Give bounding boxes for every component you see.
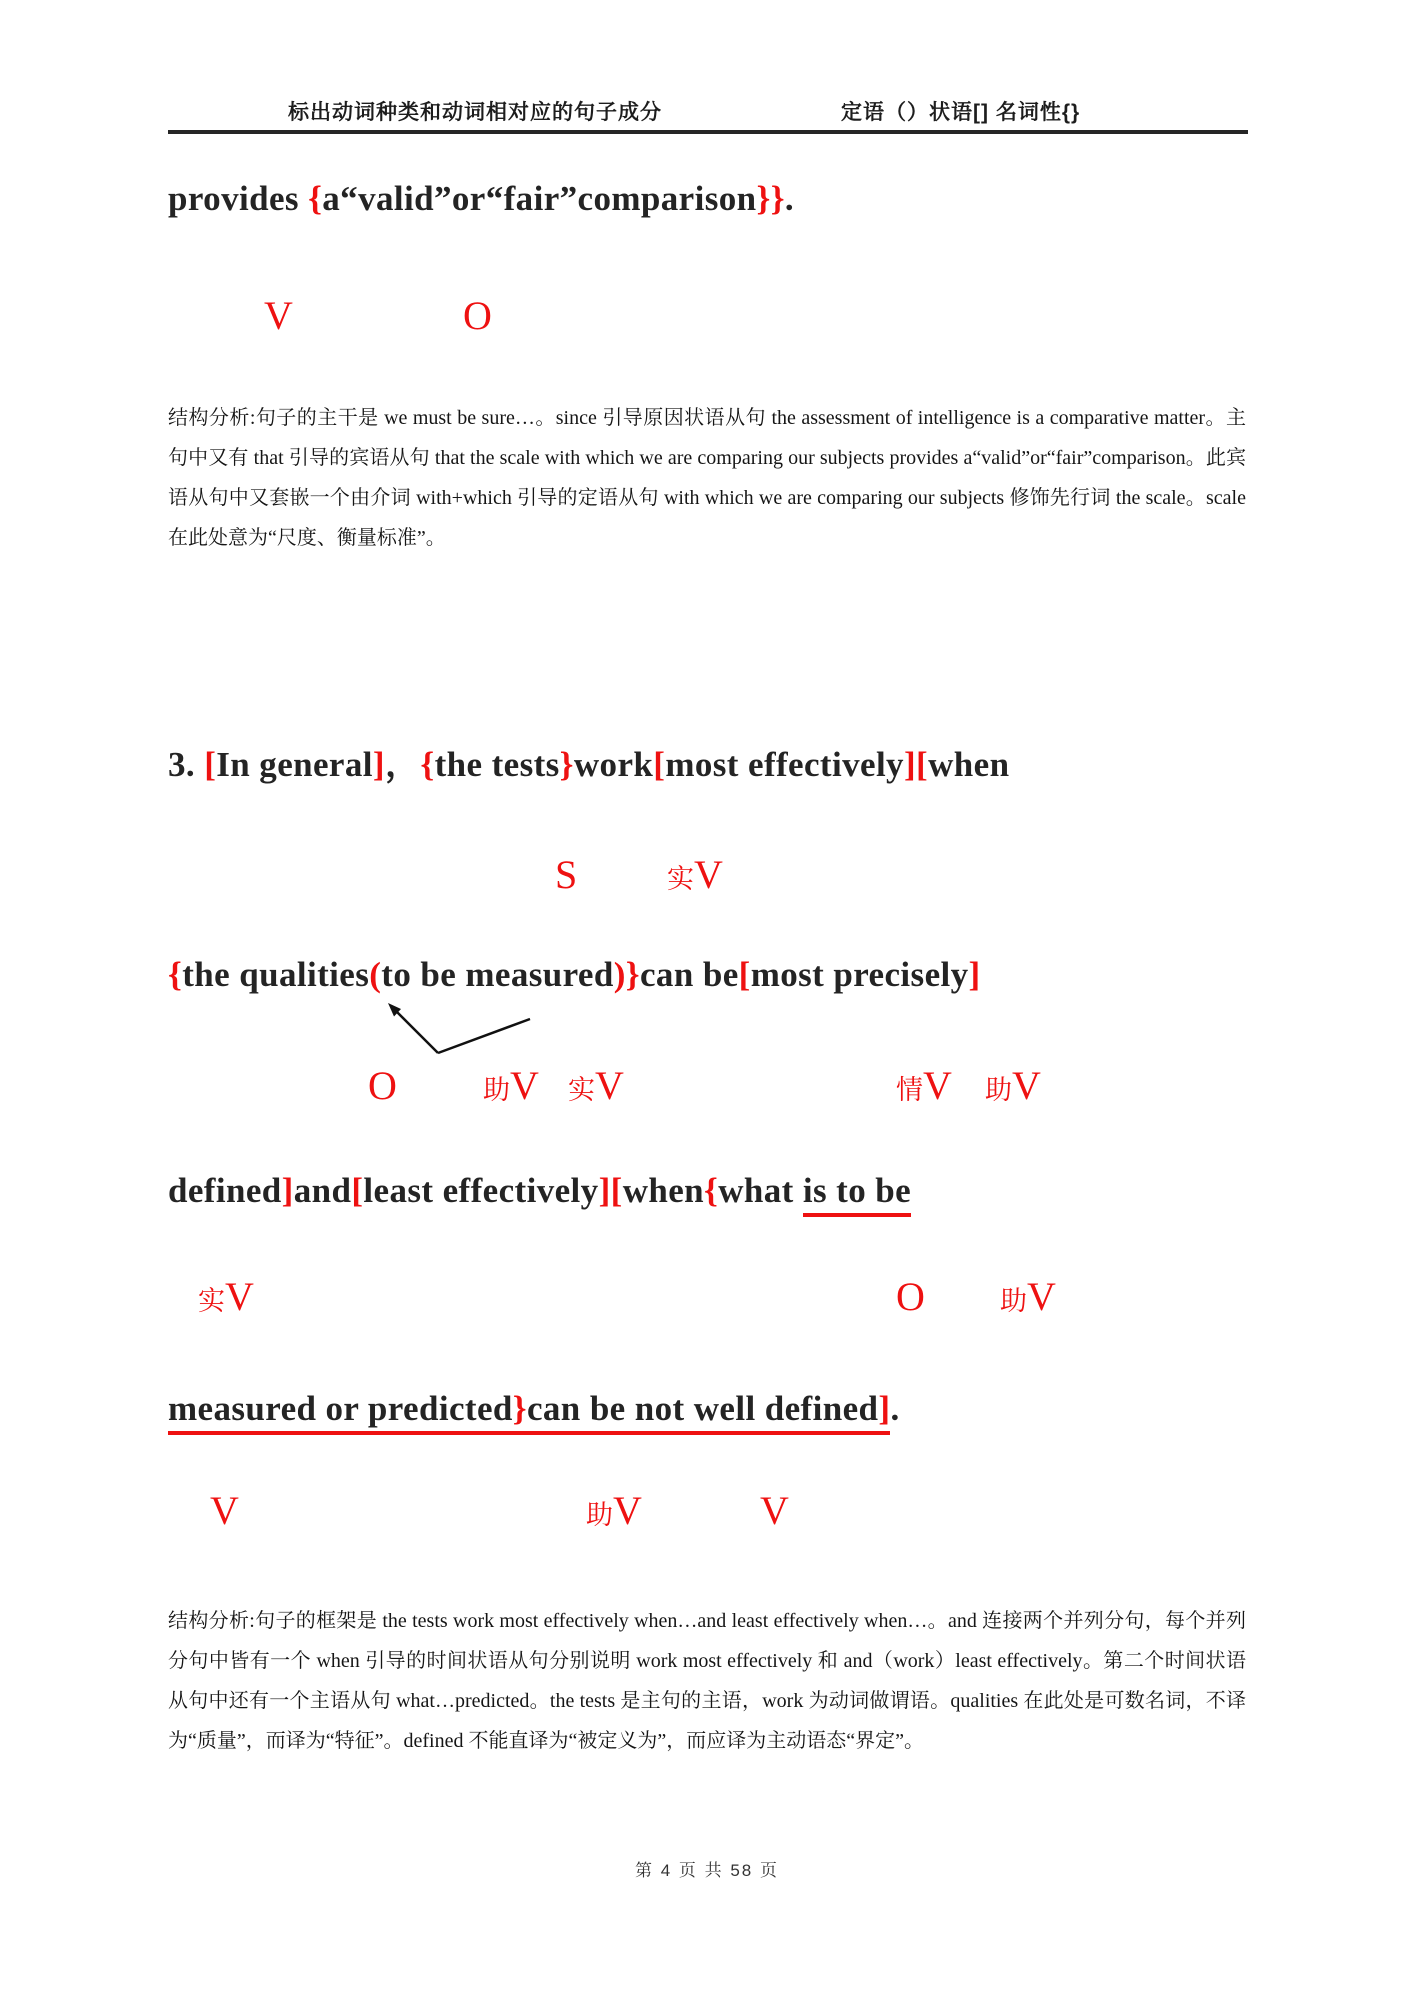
v-char: V	[694, 852, 723, 897]
verb-label: V	[760, 1488, 789, 1533]
text-segment: measured or predicted	[168, 1389, 513, 1435]
text-segment: to be measured	[381, 955, 614, 994]
header-legend: 定语（）状语[] 名词性{}	[841, 101, 1081, 124]
page-number: 第 4 页 共 58 页	[635, 1861, 779, 1880]
object-label: O	[463, 293, 492, 338]
auxiliary-verb-label	[586, 1488, 642, 1534]
text-segment: least effectively	[363, 1171, 599, 1210]
qing-char: 情	[896, 1075, 923, 1105]
text-segment: [	[738, 955, 751, 994]
zhu-char: 助	[985, 1075, 1012, 1105]
text-segment: is to be	[803, 1171, 911, 1217]
text-segment: [	[351, 1171, 364, 1210]
v-char: V	[510, 1063, 539, 1108]
text-segment: {	[704, 1171, 719, 1210]
notional-verb-label	[198, 1274, 254, 1320]
text-segment: }}	[756, 179, 785, 218]
label-row-line3	[0, 1274, 1414, 1328]
text-segment: In general	[216, 745, 373, 784]
text-segment: most effectively	[665, 745, 904, 784]
text-segment: .	[784, 179, 795, 218]
header-instruction: 标出动词种类和动词相对应的句子成分	[288, 101, 662, 124]
zhu-char: 助	[586, 1500, 613, 1530]
text-segment: defined	[168, 1171, 282, 1210]
text-segment: (	[369, 955, 382, 994]
text-segment: when	[622, 1171, 705, 1210]
v-char: V	[923, 1063, 952, 1108]
v-char: V	[1012, 1063, 1041, 1108]
text-segment: the tests	[434, 745, 560, 784]
header-rule	[168, 130, 1248, 134]
text-segment: when	[928, 745, 1010, 784]
text-segment: {	[168, 955, 183, 994]
label-row-vo	[0, 293, 1414, 347]
text-segment: 3.	[168, 745, 205, 784]
sentence2-continuation-line	[168, 176, 794, 222]
zhu-char: 助	[483, 1075, 510, 1105]
verb-label: V	[210, 1488, 239, 1533]
zhu-char: 助	[1000, 1286, 1027, 1316]
text-segment: ]	[281, 1171, 294, 1210]
label-row-line2	[0, 1063, 1414, 1117]
text-segment: ]	[968, 955, 981, 994]
text-segment: }	[559, 745, 574, 784]
text-segment: what	[718, 1171, 803, 1210]
text-segment: ][	[598, 1171, 623, 1210]
text-segment: work	[573, 745, 654, 784]
v-char: V	[595, 1063, 624, 1108]
object-label: O	[368, 1063, 397, 1108]
text-segment: provides	[168, 179, 309, 218]
text-segment: can be not well defined	[527, 1389, 878, 1435]
text-segment: a“valid”or“fair”comparison	[322, 179, 757, 218]
v-char: V	[1027, 1274, 1056, 1319]
text-segment: ]	[878, 1389, 890, 1435]
shi-char: 实	[568, 1075, 595, 1105]
text-segment: .	[890, 1389, 900, 1428]
structure-analysis-2: 结构分析:句子的框架是 the tests work most effectively when…and least effectively when…。and 连接两个并列分句，每个并列分句中皆有一个 when 引导的时间状语从句分别说明 work most effectively 和 and（work）least effectively。第二个时间状语从句中还有一个主语从句 what…predicted。the tests 是主句的主语，work 为动词做谓语。qualities 在此处是可数名词，不译为“质量”，而译为“特征”。defined 不能直译为“被定义为”，而应译为主动语态“界定”。	[168, 1610, 1246, 1752]
sentence3-line1	[168, 742, 1009, 788]
text-segment: the qualities	[182, 955, 370, 994]
text-segment: ，	[384, 745, 421, 784]
auxiliary-verb-label	[985, 1063, 1041, 1109]
v-char: V	[225, 1274, 254, 1319]
auxiliary-verb-label	[1000, 1274, 1056, 1320]
text-segment: ][	[903, 745, 929, 784]
label-row-s	[0, 852, 1414, 906]
object-label: O	[896, 1274, 925, 1319]
modal-verb-label	[896, 1063, 952, 1109]
sentence3-line2	[168, 952, 981, 998]
shi-char: 实	[667, 864, 694, 894]
text-segment: {	[420, 745, 435, 784]
text-segment: [	[653, 745, 666, 784]
sentence3-line3	[168, 1168, 911, 1214]
text-segment: ]	[372, 745, 385, 784]
notional-verb-label	[568, 1063, 624, 1109]
auxiliary-verb-label	[483, 1063, 539, 1109]
text-segment: most precisely	[750, 955, 969, 994]
verb-label: V	[264, 293, 293, 338]
annotation-arrow-icon	[370, 995, 560, 1061]
sentence3-line4	[168, 1386, 900, 1432]
notional-verb-label	[667, 852, 723, 898]
text-segment: }	[513, 1389, 527, 1435]
shi-char: 实	[198, 1286, 225, 1316]
text-segment: can be	[639, 955, 739, 994]
text-segment: {	[308, 179, 323, 218]
v-char: V	[613, 1488, 642, 1533]
label-row-line4	[0, 1488, 1414, 1542]
structure-analysis-1: 结构分析:句子的主干是 we must be sure…。since 引导原因状语从句 the assessment of intelligence is a comparative matter。主句中又有 that 引导的宾语从句 that the scale with which we are comparing our subjects provides a“valid”or“fair”comparison。此宾语从句中又套嵌一个由介词 with+which 引导的定语从句 with which we are comparing our subjects 修饰先行词 the scale。scale 在此处意为“尺度、衡量标准”。	[168, 407, 1246, 549]
text-segment: [	[204, 745, 217, 784]
text-segment: )}	[613, 955, 640, 994]
subject-label: S	[555, 852, 578, 897]
text-segment: and	[293, 1171, 352, 1210]
